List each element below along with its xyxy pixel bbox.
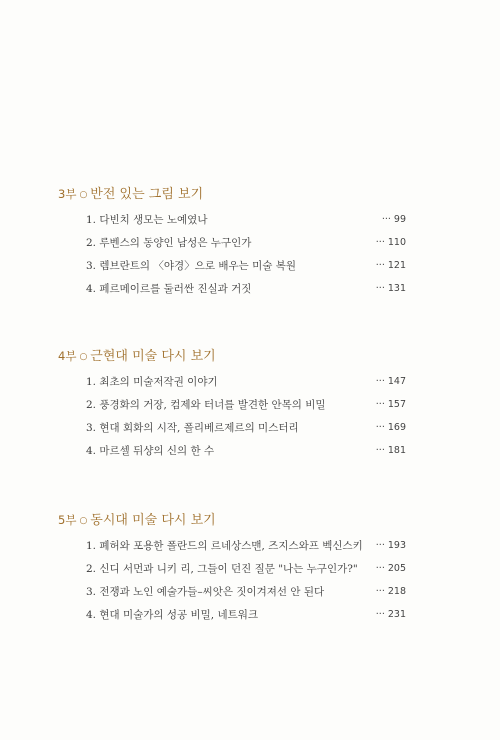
chapter-entry [86,398,406,421]
circle-separator-icon: ○ [79,516,88,526]
chapter-entry [86,259,406,282]
circle-separator-icon: ○ [79,352,88,362]
chapter-title: 1. 폐허와 포용한 폴란드의 르네상스맨, 즈지스와프 벡신스키 [86,540,363,552]
page-number: ··· 193 [375,540,406,551]
chapter-list [86,375,406,467]
page-number: ··· 205 [375,563,406,574]
chapter-list [86,213,406,305]
chapter-entry [86,444,406,467]
chapter-title: 2. 풍경화의 거장, 컴제와 터너를 발견한 안목의 비밀 [86,399,326,411]
circle-separator-icon: ○ [79,190,88,200]
part-number: 5부 [58,513,77,527]
page-number: ··· 231 [375,609,406,620]
page-number: ··· 110 [375,237,406,248]
chapter-title: 4. 현대 미술가의 성공 비밀, 네트워크 [86,609,259,621]
page-number: ··· 218 [375,586,406,597]
chapter-entry [86,375,406,398]
part-title: 반전 있는 그림 보기 [90,187,204,202]
page-number: ··· 131 [375,283,406,294]
chapter-title: 3. 렘브란트의 〈야경〉으로 배우는 미술 복원 [86,260,296,272]
chapter-entry [86,585,406,608]
chapter-title: 1. 다빈치 생모는 노예였나 [86,214,208,226]
chapter-title: 2. 신디 서먼과 니키 리, 그들이 던진 질문 "나는 누구인가?" [86,563,358,575]
part-5-heading [58,509,216,528]
chapter-entry [86,421,406,444]
chapter-entry [86,213,406,236]
page-number: ··· 181 [375,445,406,456]
chapter-title: 3. 전쟁과 노인 예술가들–씨앗은 짓이겨져선 안 된다 [86,586,325,598]
chapter-entry [86,608,406,631]
part-number: 4부 [58,349,77,363]
chapter-title: 1. 최초의 미술저작권 이야기 [86,376,218,388]
page-number: ··· 157 [375,399,406,410]
chapter-entry [86,562,406,585]
part-number: 3부 [58,187,77,201]
page-number: ··· 169 [375,422,406,433]
part-3-heading [58,183,203,202]
chapter-title: 2. 루벤스의 동양인 남성은 누구인가 [86,237,252,249]
chapter-entry [86,236,406,259]
page-number: ··· 121 [375,260,406,271]
part-title: 동시대 미술 다시 보기 [90,513,216,528]
chapter-entry [86,282,406,305]
page-number: ··· 147 [375,376,406,387]
chapter-title: 4. 페르메이르를 둘러싼 진실과 거짓 [86,283,252,295]
chapter-title: 4. 마르셀 뒤샹의 신의 한 수 [86,445,215,457]
chapter-title: 3. 현대 회화의 시작, 폴리베르제르의 미스터리 [86,422,299,434]
chapter-list [86,539,406,631]
part-title: 근현대 미술 다시 보기 [90,349,216,364]
chapter-entry [86,539,406,562]
part-4-heading [58,345,216,364]
page-number: ··· 99 [381,214,406,225]
